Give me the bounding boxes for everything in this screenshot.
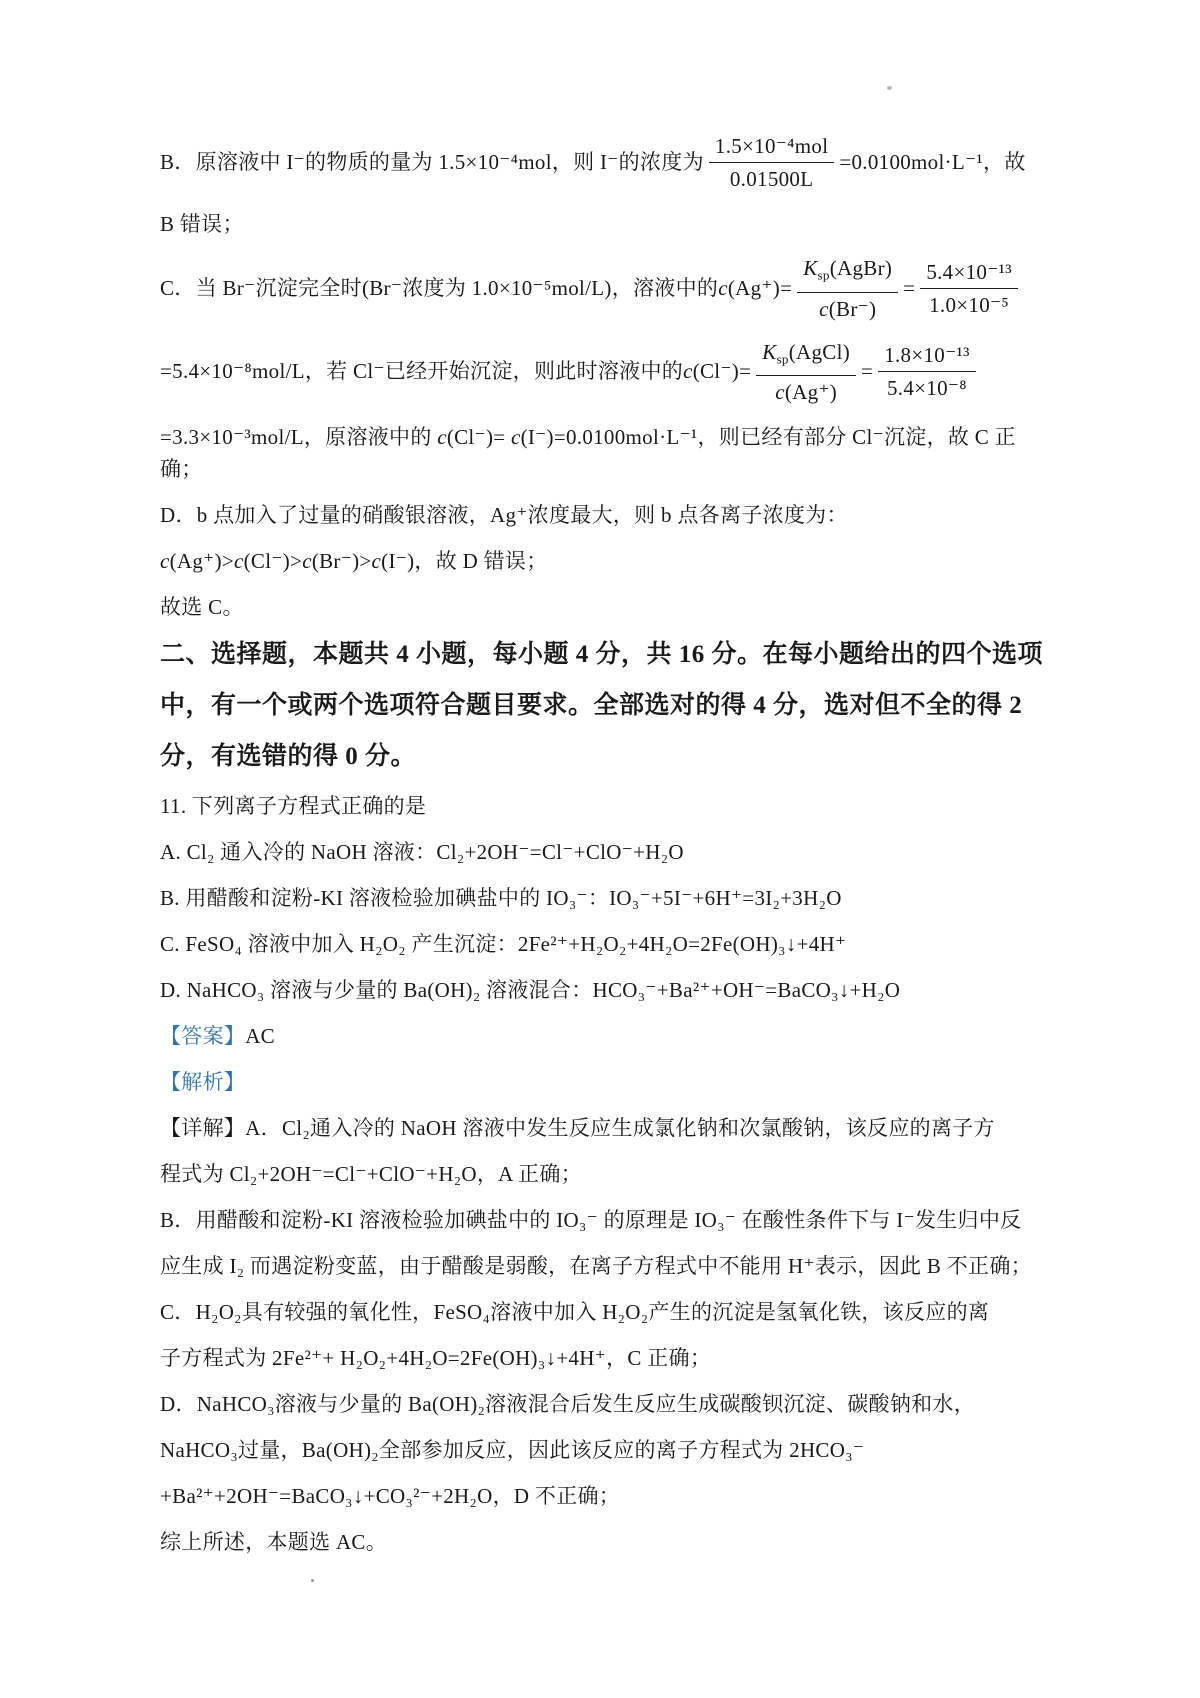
analysis-label-line (160, 1066, 1046, 1098)
fraction-denominator (920, 289, 1017, 318)
text-run: c (510, 425, 521, 450)
text-run: +Ba²⁺+2OH⁻=BaCO₃↓+CO₃²⁻+2H₂O，D 不正确； (160, 1484, 621, 1509)
text-run: c (302, 549, 312, 574)
text-run: =5.4×10⁻⁸mol/L，若 Cl⁻已经开始沉淀，则此时溶液中的 (160, 359, 684, 384)
fraction (920, 258, 1017, 318)
blue-label-run: 【解析】 (160, 1070, 246, 1095)
text-run: C．当 Br⁻沉淀完全时(Br⁻浓度为 1.0×10⁻⁵mol/L)，溶液中的 (160, 275, 719, 300)
section-heading-line1 (160, 637, 1046, 673)
text-run: 5.4×10⁻¹³ (926, 259, 1012, 284)
text-run: =3.3×10⁻³mol/L，原溶液中的 (160, 425, 438, 450)
text-run: 0.01500L (729, 167, 814, 191)
analysis-option-b-line (160, 132, 1046, 192)
text-run: B．原溶液中 I⁻的物质的量为 1.5×10⁻⁴mol，则 I⁻的浓度为 (160, 150, 704, 174)
text-run: (Ag⁺)> (169, 549, 235, 574)
fraction-numerator (878, 341, 975, 372)
text-run: AC (245, 1024, 275, 1049)
question-11-option-a (160, 836, 1046, 868)
fraction-numerator (756, 338, 856, 377)
text-run: (Ag⁺)= (727, 275, 793, 300)
text-run: c (775, 380, 785, 405)
analysis-option-c-line1 (160, 254, 1046, 322)
analysis-option-b-end (160, 208, 1046, 240)
document-content (160, 128, 1046, 1572)
text-run: (Br⁻)> (311, 549, 372, 574)
question-11-option-d (160, 974, 1046, 1006)
text-run: 中，有一个或两个选项符合题目要求。全部选对的得 4 分，选对但不全的得 2 (160, 692, 1023, 720)
text-run: (I⁻)，故 D 错误； (381, 549, 548, 574)
text-run: (AgBr) (829, 256, 893, 280)
fraction-denominator (797, 293, 898, 322)
question-11-stem (160, 790, 1046, 822)
fraction (797, 254, 898, 322)
text-run: 综上所述，本题选 AC。 (160, 1530, 388, 1555)
analysis-option-c-line3 (160, 421, 1046, 485)
fraction (878, 341, 975, 401)
text-run: 11. 下列离子方程式正确的是 (160, 794, 427, 819)
page-speck-top (887, 86, 892, 90)
text-run: sp (776, 351, 789, 367)
answer-line (160, 1020, 1046, 1052)
question-11-option-c (160, 928, 1046, 960)
text-run: 应生成 I₂ 而遇淀粉变蓝，由于醋酸是弱酸，在离子方程式中不能用 H⁺表示，因此 B 不正确； (160, 1254, 1032, 1279)
text-run: C. FeSO₄ 溶液中加入 H₂O₂ 产生沉淀：2Fe²⁺+H₂O₂+4H₂O=2Fe(OH)₃↓+4H⁺ (160, 932, 847, 957)
text-run: (Cl⁻)> (243, 549, 303, 574)
text-run: B. 用醋酸和淀粉-KI 溶液检验加碘盐中的 IO₃⁻：IO₃⁻+5I⁻+6H⁺=3I₂+3H₂O (160, 886, 842, 911)
text-run: B 错误； (160, 212, 244, 236)
text-run: (Cl⁻)= (446, 425, 511, 450)
text-run: (I⁻)=0.0100mol·L⁻¹，则已经有部分 Cl⁻沉淀，故 C 正确； (160, 425, 1016, 482)
fraction-numerator (709, 132, 834, 163)
fraction (709, 132, 834, 192)
fraction (756, 338, 856, 406)
text-run: K (762, 339, 777, 364)
text-run: c (234, 549, 244, 574)
analysis-option-d-line1 (160, 499, 1046, 531)
detail-b-line1 (160, 1204, 1046, 1236)
text-run: = (903, 275, 916, 300)
text-run: 5.4×10⁻⁸ (886, 376, 967, 401)
analysis-option-d-line2 (160, 545, 1046, 577)
text-run: 故选 C。 (160, 595, 244, 620)
detail-d-line3 (160, 1480, 1046, 1512)
text-run: c (718, 275, 728, 300)
text-run: 程式为 Cl₂+2OH⁻=Cl⁻+ClO⁻+H₂O，A 正确； (160, 1162, 582, 1187)
text-run: =0.0100mol·L⁻¹，故 (839, 150, 1026, 174)
detail-b-line2 (160, 1250, 1046, 1282)
text-run: K (803, 256, 818, 280)
page-speck-bottom (311, 1579, 314, 1582)
fraction-denominator (878, 372, 975, 401)
text-run: c (371, 549, 382, 574)
text-run: c (819, 296, 829, 321)
fraction-numerator (920, 258, 1017, 289)
text-run: c (683, 359, 693, 384)
conclusion-line (160, 1526, 1046, 1558)
text-run: 1.5×10⁻⁴mol (714, 134, 829, 158)
fraction-denominator (756, 376, 856, 405)
text-run: 二、选择题，本题共 4 小题，每小题 4 分，共 16 分。在每小题给出的四个选项 (160, 641, 1044, 669)
text-run: 分，有选错的得 0 分。 (160, 743, 417, 771)
text-run: c (437, 425, 447, 450)
text-run: 1.0×10⁻⁵ (929, 292, 1010, 317)
text-run: D．NaHCO₃溶液与少量的 Ba(OH)₂溶液混合后发生反应生成碳酸钡沉淀、碳酸钠和水， (160, 1392, 976, 1417)
final-choice-line (160, 591, 1046, 623)
text-run: (Ag⁺) (784, 380, 838, 405)
analysis-option-c-line2 (160, 338, 1046, 406)
text-run: D．b 点加入了过量的硝酸银溶液，Ag⁺浓度最大，则 b 点各离子浓度为： (160, 503, 848, 528)
detail-a-line2 (160, 1158, 1046, 1190)
text-run: c (160, 549, 170, 574)
text-run: (AgCl) (788, 339, 851, 364)
text-run: A. Cl₂ 通入冷的 NaOH 溶液：Cl₂+2OH⁻=Cl⁻+ClO⁻+H₂O (160, 840, 684, 865)
detail-c-line2 (160, 1342, 1046, 1374)
text-run: D. NaHCO₃ 溶液与少量的 Ba(OH)₂ 溶液混合：HCO₃⁻+Ba²⁺+OH⁻=BaCO₃↓+H₂O (160, 978, 901, 1003)
text-run: B．用醋酸和淀粉-KI 溶液检验加碘盐中的 IO₃⁻ 的原理是 IO₃⁻ 在酸性条件下与 I⁻发生归中反 (160, 1208, 1022, 1233)
text-run: = (861, 359, 874, 384)
detail-d-line1 (160, 1388, 1046, 1420)
fraction-denominator (709, 163, 834, 192)
text-run: 1.8×10⁻¹³ (884, 343, 970, 368)
text-run: sp (817, 267, 830, 283)
text-run: (Br⁻) (828, 296, 877, 321)
section-heading-line2 (160, 688, 1046, 724)
question-11-option-b (160, 882, 1046, 914)
text-run: 子方程式为 2Fe²⁺+ H₂O₂+4H₂O=2Fe(OH)₃↓+4H⁺，C 正确； (160, 1346, 712, 1371)
text-run: 【详解】A．Cl₂通入冷的 NaOH 溶液中发生反应生成氯化钠和次氯酸钠，该反应的离子方 (160, 1116, 995, 1141)
detail-c-line1 (160, 1296, 1046, 1328)
detail-d-line2 (160, 1434, 1046, 1466)
blue-label-run: 【答案】 (160, 1024, 246, 1049)
text-run: (Cl⁻)= (692, 359, 752, 384)
section-heading-line3 (160, 739, 1046, 775)
text-run: NaHCO₃过量，Ba(OH)₂全部参加反应，因此该反应的离子方程式为 2HCO₃⁻ (160, 1438, 865, 1463)
detail-a-line1 (160, 1112, 1046, 1144)
fraction-numerator (797, 254, 898, 293)
text-run: C．H₂O₂具有较强的氧化性，FeSO₄溶液中加入 H₂O₂产生的沉淀是氢氧化铁，该反应的离 (160, 1300, 990, 1325)
